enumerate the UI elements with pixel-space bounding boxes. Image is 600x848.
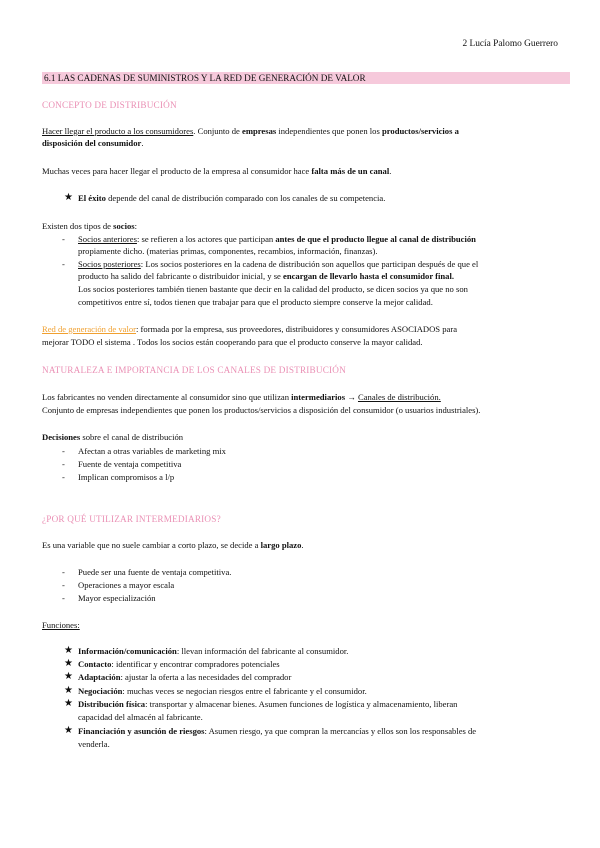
text-span: : ajustar la oferta a las necesidades del comprador	[120, 672, 292, 682]
bold-span: empresas	[242, 126, 277, 136]
list-item-socios-posteriores-line2	[78, 271, 600, 283]
function-text	[78, 686, 367, 698]
text-span: Muchas veces para hacer llegar el producto de la empresa al consumidor hace	[42, 166, 312, 176]
bold-span: encargan de llevarlo hasta el consumidor final.	[283, 271, 454, 281]
function-item-cont: capacidad del almacén al fabricante.	[78, 712, 203, 722]
text-span: : transportar y almacenar bienes. Asumen funciones de logística y almacenamiento, liberan	[145, 699, 458, 709]
dash-bullet: -	[62, 459, 65, 469]
star-icon: ★	[64, 698, 73, 709]
function-text	[78, 699, 457, 711]
dash-bullet: -	[62, 593, 65, 603]
dash-bullet: -	[62, 234, 65, 244]
list-item-socios-posteriores-line3: Los socios posteriores también tienen bastante que decir en la calidad del producto, se dicen socios ya que no son	[78, 284, 468, 294]
bold-span: Distribución física	[78, 699, 146, 709]
star-icon: ★	[64, 685, 73, 696]
list-item-text: Implican compromisos a l/p	[78, 472, 175, 482]
list-item-text: Puede ser una fuente de ventaja competitiva.	[78, 567, 232, 577]
dash-bullet: -	[62, 472, 65, 482]
bold-span: Negociación	[78, 686, 123, 696]
bold-span: falta más de un canal	[311, 166, 390, 176]
list-item-socios-posteriores-line4: competitivos entre sí, todos tienen que trabajar para que el producto siempre conserve la mejor calidad.	[78, 297, 433, 307]
text-span: Es una variable que no suele cambiar a corto plazo, se decide a	[42, 540, 261, 550]
text-span: sobre el canal de distribución	[80, 432, 184, 442]
bold-span: antes de que el producto llegue al canal de distribución	[275, 234, 476, 244]
link-red-generacion-valor[interactable]: Red de generación de valor	[42, 324, 137, 334]
list-item-text: Operaciones a mayor escala	[78, 580, 175, 590]
text-span: Los fabricantes no venden directamente al consumidor sino que utilizan	[42, 392, 292, 402]
text-span: : llevan información del fabricante al consumidor.	[176, 646, 349, 656]
list-item-text: Fuente de ventaja competitiva	[78, 459, 182, 469]
text-span: : formada por la empresa, sus proveedores, distribuidores y consumidores ASOCIADOS para	[136, 324, 458, 334]
paragraph-more-than-one-channel	[42, 166, 570, 178]
text-span: .	[141, 138, 144, 148]
text-span: : muchas veces se negocian riesgos entre el fabricante y el consumidor.	[122, 686, 367, 696]
list-item-text: Afectan a otras variables de marketing mix	[78, 446, 226, 456]
paragraph-intermediarios	[42, 392, 570, 404]
bold-span: disposición del consumidor	[42, 138, 142, 148]
text-span: :	[134, 221, 138, 231]
star-icon: ★	[64, 671, 73, 682]
function-text	[78, 672, 291, 684]
function-text	[78, 646, 348, 658]
underlined-span: Socios posteriores	[78, 259, 141, 269]
text-span: producto ha salido del fabricante o distribuidor inicial, y se	[78, 271, 283, 281]
heading-por-que-intermediarios: ¿POR QUÉ UTILIZAR INTERMEDIARIOS?	[42, 514, 221, 524]
text-span: : Los socios posteriores en la cadena de distribución son aquellos que participan después de que el	[140, 259, 479, 269]
list-item-text: Mayor especialización	[78, 593, 156, 603]
text-span: .	[301, 540, 304, 550]
text-span: Existen dos tipos de	[42, 221, 114, 231]
dash-bullet: -	[62, 580, 65, 590]
paragraph-types-of-partners	[42, 221, 570, 233]
paragraph-largo-plazo	[42, 540, 570, 552]
section-title: 6.1 LAS CADENAS DE SUMINISTROS Y LA RED DE GENERACIÓN DE VALOR	[42, 72, 570, 84]
text-span: .	[389, 166, 392, 176]
bold-span: Contacto	[78, 659, 112, 669]
paragraph-definition-line1	[42, 126, 570, 138]
text-span: : se refieren a los actores que participan	[136, 234, 276, 244]
star-icon: ★	[64, 192, 73, 203]
bold-span: intermediarios	[291, 392, 346, 402]
paragraph-red-generacion-valor-line2: mejorar TODO el sistema . Todos los socios están cooperando para que el producto conserve la mayor calidad.	[42, 337, 423, 347]
star-icon: ★	[64, 645, 73, 656]
underlined-span: Canales de distribución.	[357, 392, 441, 402]
star-bullet-text	[78, 193, 385, 205]
star-icon: ★	[64, 658, 73, 669]
functions-label: Funciones:	[42, 620, 80, 630]
text-span: depende del canal de distribución comparado con los canales de su competencia.	[105, 193, 386, 203]
bold-span: productos/servicios a	[381, 126, 459, 136]
text-span: . Conjunto de	[193, 126, 242, 136]
bold-span: El éxito	[78, 193, 106, 203]
dash-bullet: -	[62, 446, 65, 456]
underlined-span: Socios anteriores	[78, 234, 137, 244]
list-item-text	[78, 234, 476, 246]
star-icon: ★	[64, 725, 73, 736]
dash-bullet: -	[62, 567, 65, 577]
dash-bullet: -	[62, 259, 65, 269]
function-text	[78, 726, 476, 738]
paragraph-red-generacion-valor	[42, 324, 570, 336]
function-item-cont: venderla.	[78, 739, 110, 749]
text-span: independientes que ponen los	[276, 126, 382, 136]
bold-span: Adaptación	[78, 672, 121, 682]
arrow-icon: →	[345, 392, 358, 402]
bold-span: socios	[113, 221, 135, 231]
bold-span: largo plazo	[260, 540, 302, 550]
list-item-socios-anteriores-cont: propiamente dicho. (materias primas, componentes, recambios, información, finanzas).	[78, 246, 378, 256]
text-span: : identificar y encontrar compradores potenciales	[111, 659, 280, 669]
text-span: : Asumen riesgo, ya que compran la mercancías y ellos son los responsables de	[204, 726, 477, 736]
paragraph-intermediarios-line2: Conjunto de empresas independientes que ponen los productos/servicios a disposición del consumidor (o usuarios industriales).	[42, 405, 481, 415]
paragraph-definition-line2	[42, 138, 570, 150]
heading-naturaleza-importancia: NATURALEZA E IMPORTANCIA DE LOS CANALES DE DISTRIBUCIÓN	[42, 365, 346, 375]
bold-span: Financiación y asunción de riesgos	[78, 726, 205, 736]
definition-term: Hacer llegar el producto a los consumidores	[42, 126, 194, 136]
paragraph-decisiones	[42, 432, 570, 444]
page-header-author: 2 Lucía Palomo Guerrero	[462, 39, 558, 49]
bold-span: Información/comunicación	[78, 646, 177, 656]
heading-concepto-distribucion: CONCEPTO DE DISTRIBUCIÓN	[42, 100, 177, 110]
list-item-text	[78, 259, 478, 271]
bold-span: Decisiones	[42, 432, 81, 442]
function-text	[78, 659, 280, 671]
